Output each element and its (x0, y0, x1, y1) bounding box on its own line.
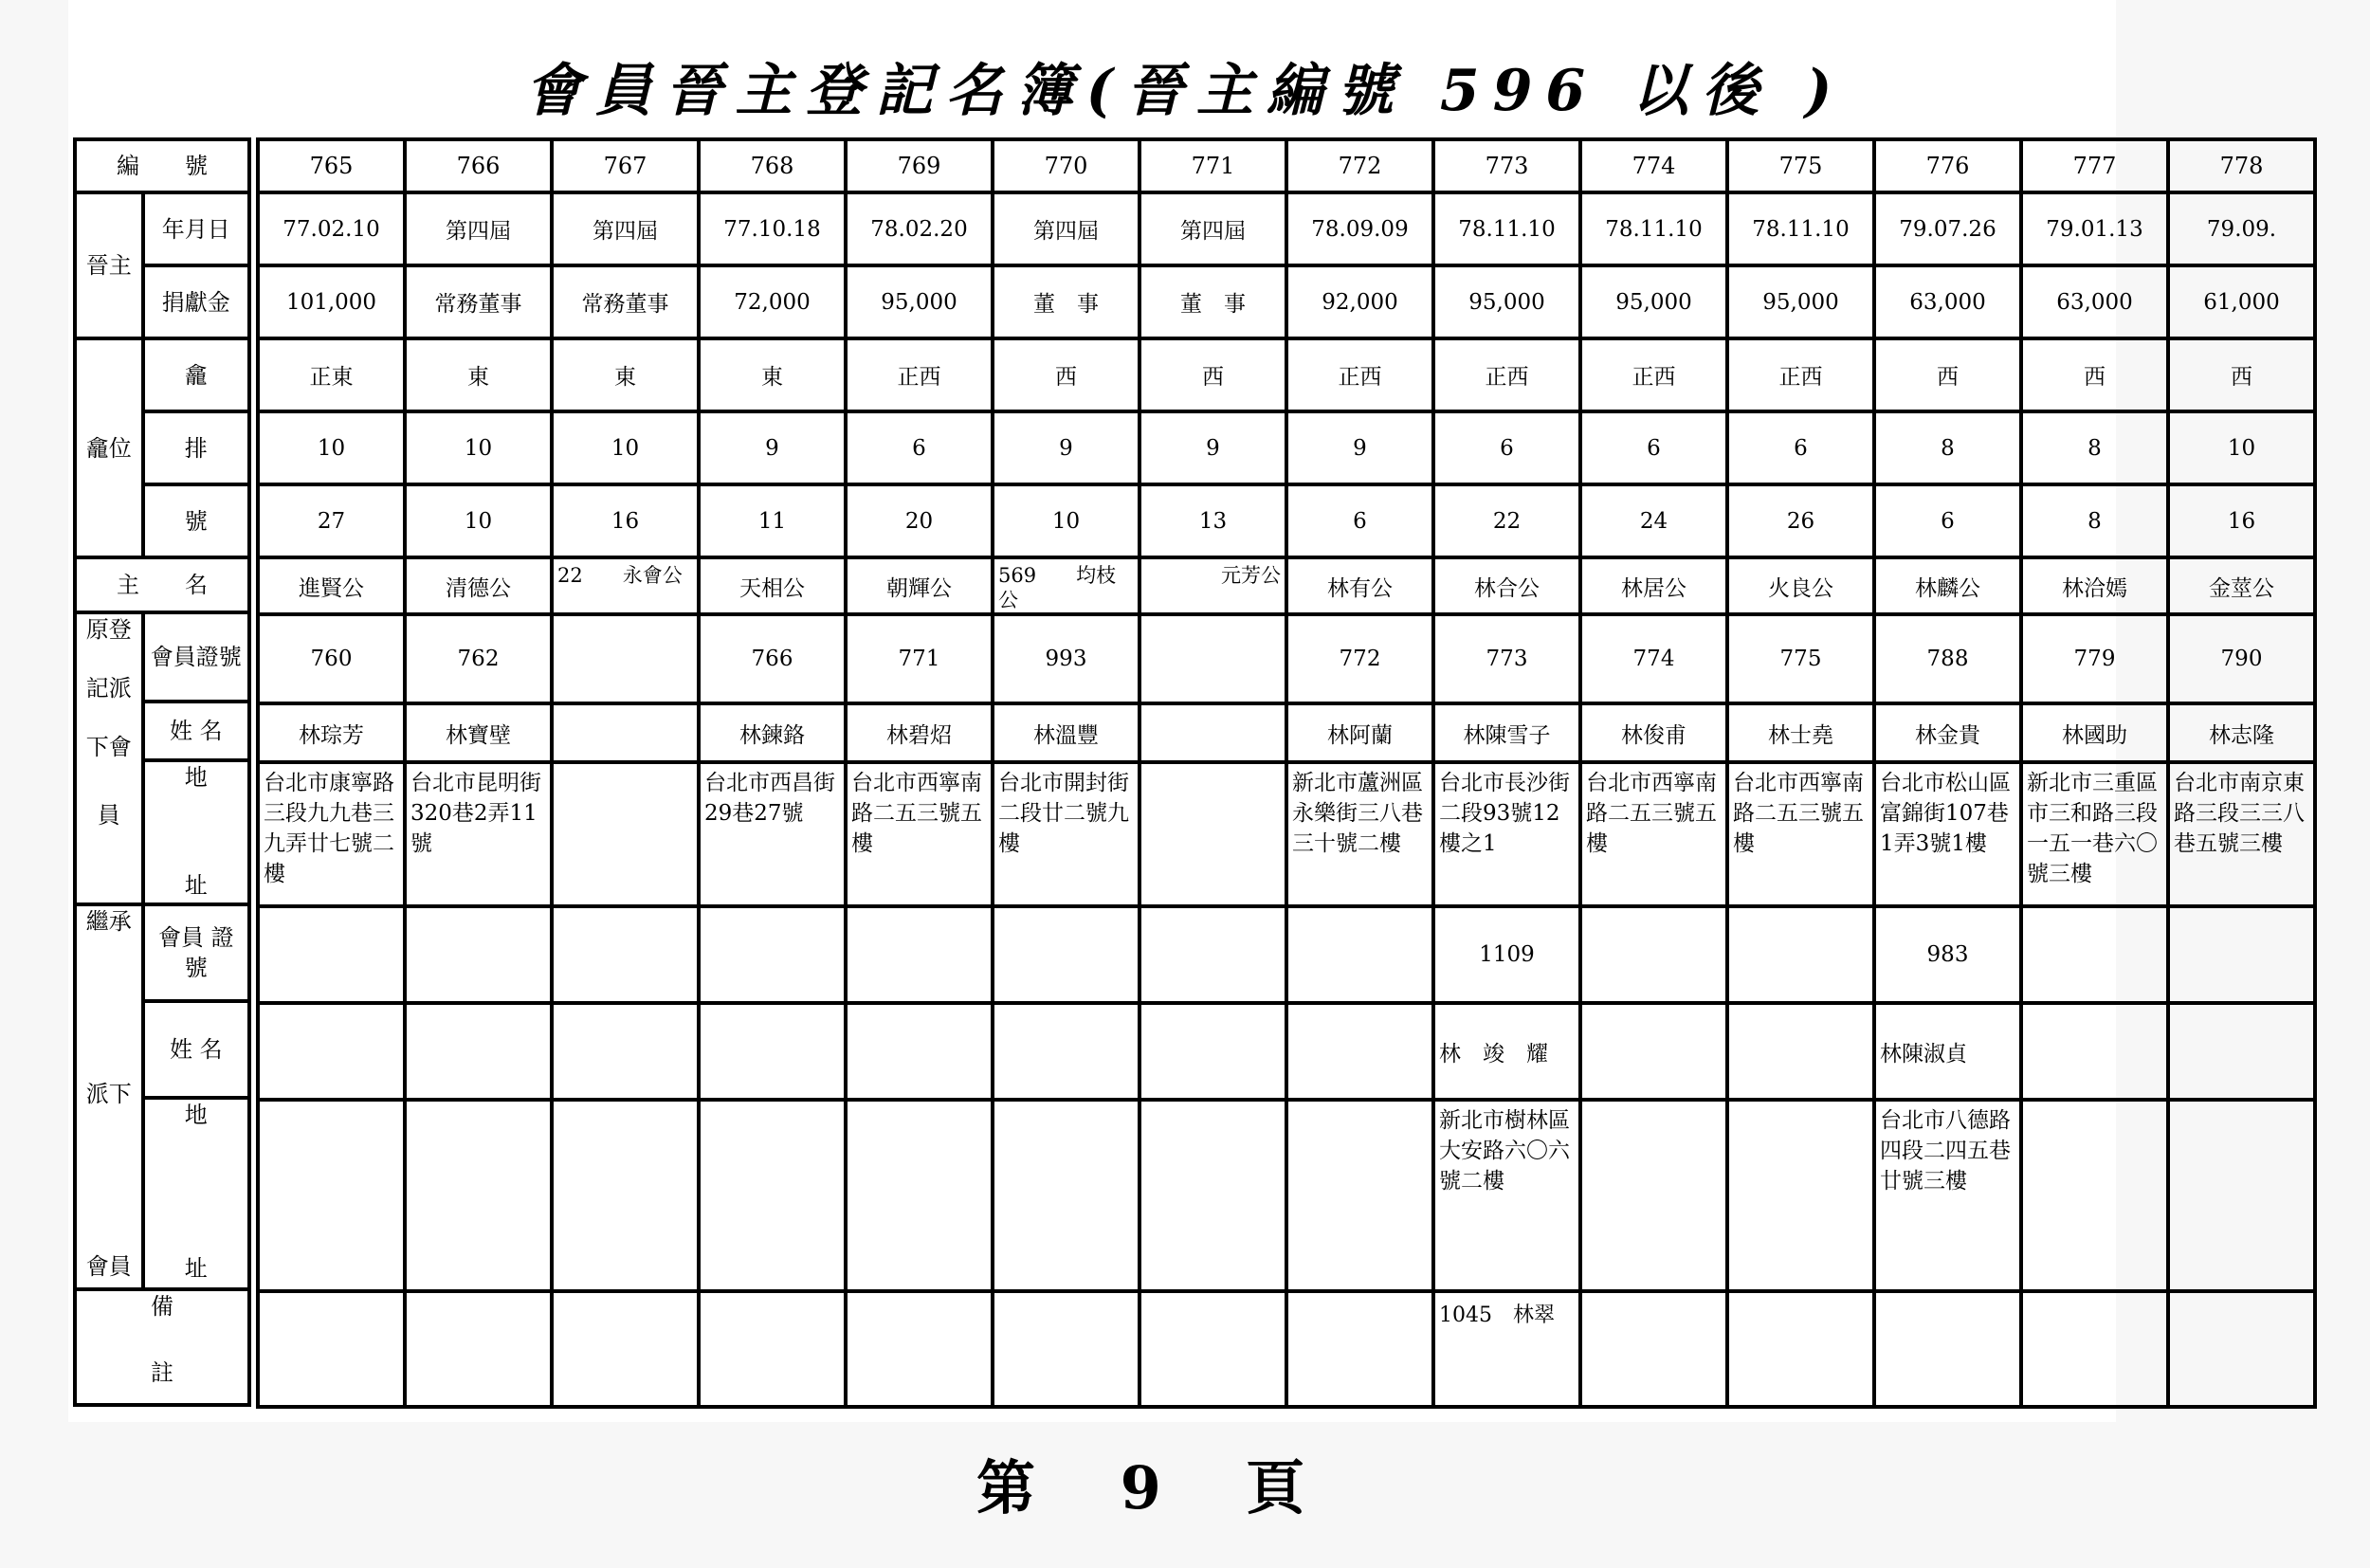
cell-seat: 8 (2021, 484, 2168, 557)
cell-member-id: 788 (1874, 614, 2021, 703)
cell-donation: 101,000 (258, 265, 405, 338)
cell-member-name (1139, 703, 1286, 762)
cell-donation: 95,000 (1580, 265, 1727, 338)
cell-number: 772 (1286, 139, 1433, 192)
cell-member-name: 林志隆 (2168, 703, 2315, 762)
cell-master-name: 林居公 (1580, 557, 1727, 614)
cell-seat: 13 (1139, 484, 1286, 557)
row-niche (258, 338, 2315, 411)
cell-heir-name (846, 1003, 993, 1100)
label-master-name: 主 名 (75, 557, 249, 612)
cell-seat: 24 (1580, 484, 1727, 557)
cell-heir-name (552, 1003, 699, 1100)
cell-seat: 6 (1286, 484, 1433, 557)
cell-master-name: 進賢公 (258, 557, 405, 614)
row-row (258, 411, 2315, 484)
label-original-top: 原登 (85, 616, 132, 643)
cell-master-name: 22 永會公 (552, 557, 699, 614)
label-date: 年月日 (143, 192, 249, 265)
cell-member-id: 773 (1433, 614, 1580, 703)
label-inherit-address-top: 地 (184, 1102, 208, 1128)
cell-heir-name (2021, 1003, 2168, 1100)
label-original-mid: 記派 (85, 675, 132, 702)
cell-master-name: 元芳公 (1139, 557, 1286, 614)
label-seat: 號 (143, 484, 249, 557)
cell-number: 774 (1580, 139, 1727, 192)
cell-member-id: 766 (699, 614, 846, 703)
cell-date: 78.11.10 (1580, 192, 1727, 265)
cell-heir-address (846, 1100, 993, 1291)
cell-master-name: 林合公 (1433, 557, 1580, 614)
cell-date: 第四屆 (405, 192, 552, 265)
cell-heir-name: 林 竣 耀 (1433, 1003, 1580, 1100)
cell-member-id: 790 (2168, 614, 2315, 703)
cell-member-name: 林士堯 (1727, 703, 1874, 762)
cell-master-name: 天相公 (699, 557, 846, 614)
cell-heir-address (405, 1100, 552, 1291)
cell-member-address: 台北市昆明街320巷2弄11號 (405, 762, 552, 906)
row-heir-id (258, 906, 2315, 1003)
label-name: 姓 名 (143, 702, 249, 760)
cell-heir-member-id (2021, 906, 2168, 1003)
cell-row: 10 (258, 411, 405, 484)
label-remarks (75, 1289, 249, 1405)
cell-member-name: 林陳雪子 (1433, 703, 1580, 762)
cell-date: 79.09. (2168, 192, 2315, 265)
label-original-group (75, 612, 143, 904)
cell-donation: 63,000 (1874, 265, 2021, 338)
cell-heir-member-id (993, 906, 1139, 1003)
row-orig-name (258, 703, 2315, 762)
cell-donation: 常務董事 (405, 265, 552, 338)
label-remarks-bottom: 註 (151, 1359, 173, 1386)
cell-member-id: 760 (258, 614, 405, 703)
cell-row: 9 (1139, 411, 1286, 484)
page-title: 會員晉主登記名簿(晉主編號 596 以後 ) (524, 58, 1846, 124)
label-inherit-mid: 派下 (85, 1081, 132, 1107)
cell-heir-member-id (1286, 906, 1433, 1003)
cell-heir-member-id (846, 906, 993, 1003)
cell-niche: 正西 (1580, 338, 1727, 411)
label-inherit-bot: 會員 (85, 1253, 132, 1280)
cell-member-address: 台北市西寧南路二五三號五樓 (846, 762, 993, 906)
label-remarks-top: 備 (151, 1293, 173, 1320)
cell-niche: 正西 (1433, 338, 1580, 411)
label-donation: 捐獻金 (143, 265, 249, 338)
cell-member-address: 台北市康寧路三段九九巷三九弄廿七號二樓 (258, 762, 405, 906)
cell-niche: 西 (993, 338, 1139, 411)
cell-member-address: 台北市長沙街二段93號12樓之1 (1433, 762, 1580, 906)
cell-heir-name (405, 1003, 552, 1100)
cell-member-address: 台北市南京東路三段三三八巷五號三樓 (2168, 762, 2315, 906)
row-date (258, 192, 2315, 265)
cell-date: 78.02.20 (846, 192, 993, 265)
cell-heir-member-id (1139, 906, 1286, 1003)
cell-heir-name (2168, 1003, 2315, 1100)
cell-row: 6 (846, 411, 993, 484)
register-data-table (256, 137, 2317, 1409)
cell-remark (552, 1291, 699, 1407)
cell-row: 9 (699, 411, 846, 484)
cell-remark (405, 1291, 552, 1407)
cell-heir-address (2168, 1100, 2315, 1291)
cell-heir-address (1139, 1100, 1286, 1291)
cell-donation: 72,000 (699, 265, 846, 338)
cell-date: 79.07.26 (1874, 192, 2021, 265)
row-heir-addr (258, 1100, 2315, 1291)
row-heir-name (258, 1003, 2315, 1100)
cell-remark (1727, 1291, 1874, 1407)
label-row: 排 (143, 411, 249, 484)
cell-date: 第四屆 (993, 192, 1139, 265)
cell-number: 778 (2168, 139, 2315, 192)
cell-heir-member-id (405, 906, 552, 1003)
label-inherit-address-bottom: 址 (184, 1255, 208, 1282)
label-enshrine: 晉主 (75, 192, 143, 338)
cell-master-name: 林洽嫣 (2021, 557, 2168, 614)
cell-seat: 27 (258, 484, 405, 557)
cell-row: 6 (1580, 411, 1727, 484)
cell-heir-address (699, 1100, 846, 1291)
cell-member-address: 台北市西昌街29巷27號 (699, 762, 846, 906)
cell-heir-member-id (258, 906, 405, 1003)
cell-number: 773 (1433, 139, 1580, 192)
cell-row: 9 (1286, 411, 1433, 484)
cell-donation: 95,000 (846, 265, 993, 338)
cell-remark (1580, 1291, 1727, 1407)
row-donation (258, 265, 2315, 338)
label-member-id: 會員證號 (143, 612, 249, 702)
cell-donation: 95,000 (1727, 265, 1874, 338)
cell-heir-address: 新北市樹林區大安路六〇六號二樓 (1433, 1100, 1580, 1291)
cell-member-name: 林溫豐 (993, 703, 1139, 762)
cell-date: 79.01.13 (2021, 192, 2168, 265)
cell-niche: 正西 (846, 338, 993, 411)
cell-date: 第四屆 (1139, 192, 1286, 265)
cell-number: 765 (258, 139, 405, 192)
cell-niche: 西 (2021, 338, 2168, 411)
cell-member-address: 新北市三重區市三和路三段一五一巷六〇號三樓 (2021, 762, 2168, 906)
cell-heir-name (993, 1003, 1139, 1100)
cell-remark (993, 1291, 1139, 1407)
cell-heir-address (993, 1100, 1139, 1291)
cell-heir-address: 台北市八德路四段二四五巷廿號三樓 (1874, 1100, 2021, 1291)
cell-member-id: 775 (1727, 614, 1874, 703)
row-seat (258, 484, 2315, 557)
page-number: 第 9 頁 (976, 1453, 1338, 1522)
cell-niche: 正東 (258, 338, 405, 411)
label-inherit-address (143, 1098, 249, 1289)
cell-heir-member-id (2168, 906, 2315, 1003)
cell-member-name: 林寶壁 (405, 703, 552, 762)
cell-master-name: 朝輝公 (846, 557, 993, 614)
cell-number: 769 (846, 139, 993, 192)
cell-member-id: 772 (1286, 614, 1433, 703)
cell-number: 767 (552, 139, 699, 192)
cell-seat: 10 (993, 484, 1139, 557)
cell-heir-address (1286, 1100, 1433, 1291)
cell-row: 10 (552, 411, 699, 484)
cell-remark (1286, 1291, 1433, 1407)
cell-number: 777 (2021, 139, 2168, 192)
cell-member-name: 林俊甫 (1580, 703, 1727, 762)
cell-number: 776 (1874, 139, 2021, 192)
cell-member-address: 新北市蘆洲區永樂街三八巷三十號二樓 (1286, 762, 1433, 906)
cell-donation: 92,000 (1286, 265, 1433, 338)
label-address-bottom: 址 (184, 872, 208, 899)
cell-heir-address (258, 1100, 405, 1291)
cell-niche: 西 (1139, 338, 1286, 411)
cell-member-name: 林鍊鉻 (699, 703, 846, 762)
cell-member-address: 台北市西寧南路二五三號五樓 (1580, 762, 1727, 906)
cell-number: 775 (1727, 139, 1874, 192)
cell-heir-name (1580, 1003, 1727, 1100)
label-inherit-top: 繼承 (85, 908, 132, 935)
cell-niche: 東 (552, 338, 699, 411)
cell-remark (699, 1291, 846, 1407)
label-address-top: 地 (184, 764, 208, 791)
row-orig-addr (258, 762, 2315, 906)
cell-member-address (552, 762, 699, 906)
cell-member-id: 774 (1580, 614, 1727, 703)
cell-seat: 11 (699, 484, 846, 557)
cell-member-id: 779 (2021, 614, 2168, 703)
cell-donation: 61,000 (2168, 265, 2315, 338)
cell-seat: 10 (405, 484, 552, 557)
cell-date: 77.02.10 (258, 192, 405, 265)
cell-row: 8 (1874, 411, 2021, 484)
cell-number: 771 (1139, 139, 1286, 192)
cell-row: 10 (2168, 411, 2315, 484)
cell-member-id (552, 614, 699, 703)
cell-seat: 16 (2168, 484, 2315, 557)
cell-remark (1874, 1291, 2021, 1407)
cell-date: 78.11.10 (1727, 192, 1874, 265)
cell-heir-address (552, 1100, 699, 1291)
cell-master-name: 火良公 (1727, 557, 1874, 614)
cell-heir-address (1580, 1100, 1727, 1291)
cell-niche: 東 (699, 338, 846, 411)
cell-member-address: 台北市開封街二段廿二號九樓 (993, 762, 1139, 906)
cell-heir-name (258, 1003, 405, 1100)
cell-row: 10 (405, 411, 552, 484)
label-number: 編 號 (75, 139, 249, 192)
cell-seat: 16 (552, 484, 699, 557)
cell-donation: 95,000 (1433, 265, 1580, 338)
row-label-column (73, 137, 251, 1407)
cell-master-name: 清德公 (405, 557, 552, 614)
row-orig-id (258, 614, 2315, 703)
cell-heir-name: 林陳淑貞 (1874, 1003, 2021, 1100)
cell-heir-name (1727, 1003, 1874, 1100)
label-address (143, 760, 249, 904)
cell-number: 766 (405, 139, 552, 192)
cell-seat: 20 (846, 484, 993, 557)
cell-number: 768 (699, 139, 846, 192)
label-original-bot1: 下會 (85, 734, 132, 760)
cell-member-name: 林琮芳 (258, 703, 405, 762)
cell-member-name (552, 703, 699, 762)
cell-remark (1139, 1291, 1286, 1407)
cell-niche: 東 (405, 338, 552, 411)
cell-heir-name (1139, 1003, 1286, 1100)
row-remark (258, 1291, 2315, 1407)
cell-date: 第四屆 (552, 192, 699, 265)
cell-row: 6 (1433, 411, 1580, 484)
cell-master-name: 林有公 (1286, 557, 1433, 614)
cell-seat: 22 (1433, 484, 1580, 557)
label-inherit-group (75, 904, 143, 1289)
cell-remark (2168, 1291, 2315, 1407)
cell-member-id: 993 (993, 614, 1139, 703)
cell-member-address: 台北市松山區富錦街107巷1弄3號1樓 (1874, 762, 2021, 906)
cell-date: 78.09.09 (1286, 192, 1433, 265)
cell-remark (258, 1291, 405, 1407)
cell-remark (2021, 1291, 2168, 1407)
cell-heir-address (2021, 1100, 2168, 1291)
cell-heir-member-id (552, 906, 699, 1003)
cell-member-address (1139, 762, 1286, 906)
cell-niche: 正西 (1286, 338, 1433, 411)
row-master (258, 557, 2315, 614)
label-shrine-position: 龕位 (75, 338, 143, 557)
cell-heir-member-id (1727, 906, 1874, 1003)
cell-niche: 西 (1874, 338, 2021, 411)
cell-remark (846, 1291, 993, 1407)
cell-seat: 6 (1874, 484, 2021, 557)
cell-row: 8 (2021, 411, 2168, 484)
cell-row: 9 (993, 411, 1139, 484)
cell-member-address: 台北市西寧南路二五三號五樓 (1727, 762, 1874, 906)
cell-member-name: 林國助 (2021, 703, 2168, 762)
cell-seat: 26 (1727, 484, 1874, 557)
cell-date: 77.10.18 (699, 192, 846, 265)
cell-member-name: 林金貴 (1874, 703, 2021, 762)
label-inherit-name: 姓 名 (143, 1001, 249, 1098)
cell-niche: 西 (2168, 338, 2315, 411)
label-inherit-member-id: 會員 證號 (143, 904, 249, 1001)
cell-heir-member-id: 1109 (1433, 906, 1580, 1003)
row-number (258, 139, 2315, 192)
cell-heir-name (1286, 1003, 1433, 1100)
cell-date: 78.11.10 (1433, 192, 1580, 265)
label-niche: 龕 (143, 338, 249, 411)
cell-master-name: 林麟公 (1874, 557, 2021, 614)
cell-heir-member-id (1580, 906, 1727, 1003)
cell-donation: 常務董事 (552, 265, 699, 338)
cell-niche: 正西 (1727, 338, 1874, 411)
cell-heir-address (1727, 1100, 1874, 1291)
cell-master-name: 569 均枝公 (993, 557, 1139, 614)
cell-donation: 董 事 (1139, 265, 1286, 338)
label-original-bot2: 員 (97, 802, 120, 829)
cell-member-name: 林碧炤 (846, 703, 993, 762)
cell-member-id (1139, 614, 1286, 703)
cell-donation: 63,000 (2021, 265, 2168, 338)
cell-heir-name (699, 1003, 846, 1100)
cell-row: 6 (1727, 411, 1874, 484)
cell-member-name: 林阿蘭 (1286, 703, 1433, 762)
cell-remark: 1045 林翠 (1433, 1291, 1580, 1407)
cell-donation: 董 事 (993, 265, 1139, 338)
cell-member-id: 771 (846, 614, 993, 703)
cell-member-id: 762 (405, 614, 552, 703)
cell-number: 770 (993, 139, 1139, 192)
cell-heir-member-id (699, 906, 846, 1003)
cell-master-name: 金莖公 (2168, 557, 2315, 614)
cell-heir-member-id: 983 (1874, 906, 2021, 1003)
